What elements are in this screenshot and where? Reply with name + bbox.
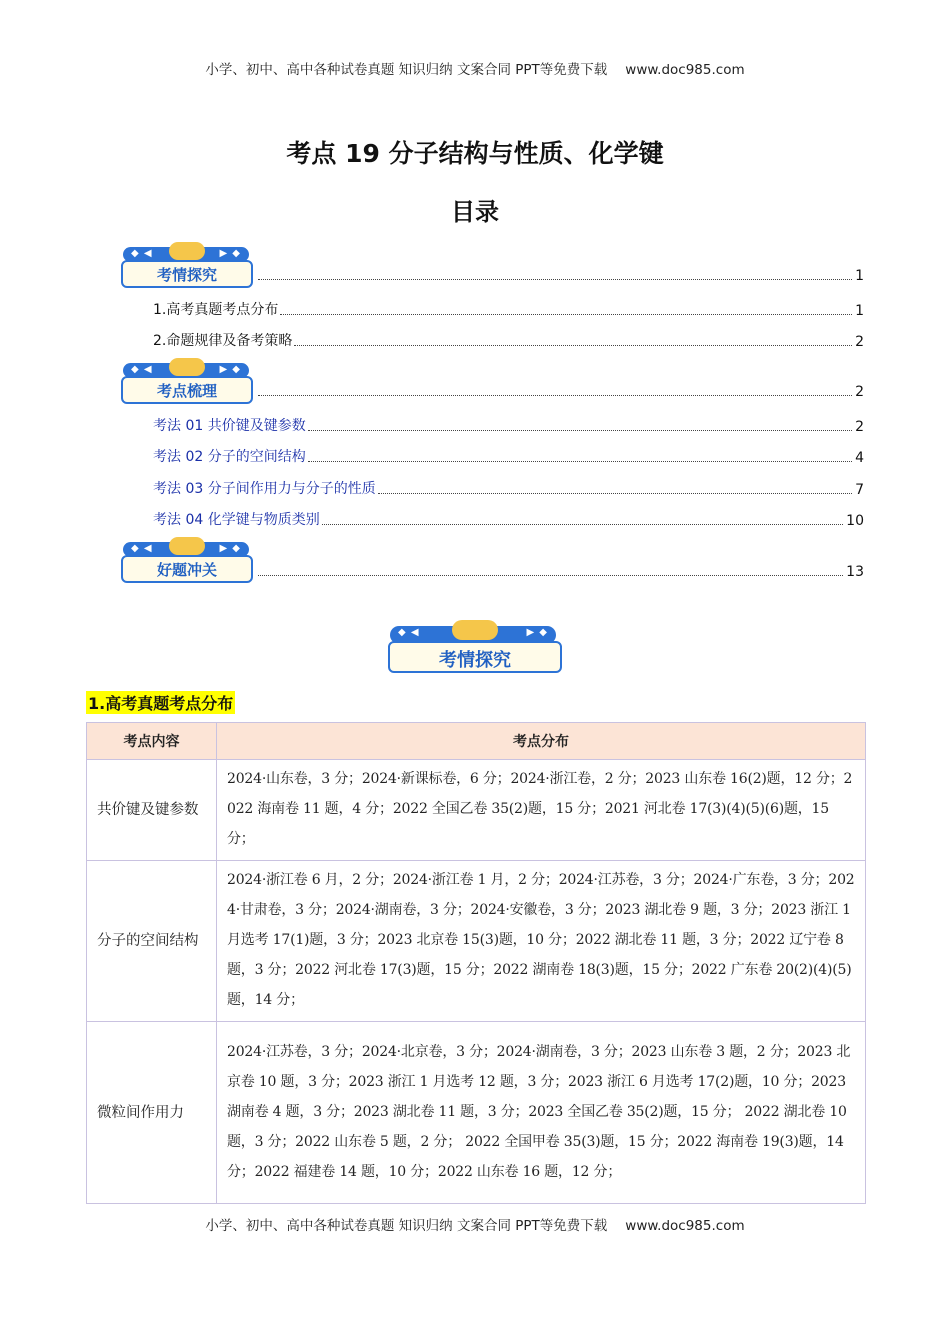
toc-banner-key-points[interactable]: ◆ ◀ ▶ ◆ 考点梳理 — [121, 363, 253, 403]
distribution-cell: 2024·浙江卷 6 月，2 分；2024·浙江卷 1 月，2 分；2024·江苏卷，3 分；2024·广东卷，3 分；2024·甘肃卷，3 分；2024·湖南卷，3 分；2024·安徽卷，3 分；2023 湖北卷 9 题，3 分；2023 浙江 1 月选考 17(1)题，3 分；2023 北京卷 15(3)题，10 分；2022 湖北卷 11 题，3 分；2022 辽宁卷 8 题，3 分；2022 河北卷 17(3)题，15 分；2022 湖南卷 18(3)题，15 分；2022 广东卷 20(2)(4)(5)题，14 分； — [217, 861, 866, 1022]
toc-page-number: 2 — [855, 384, 864, 400]
toc-entry[interactable] — [153, 478, 864, 498]
banner-label: 考点梳理 — [156, 382, 217, 400]
toc-entry[interactable] — [153, 509, 864, 529]
toc-entry[interactable] — [256, 564, 864, 580]
column-header: 考点分布 — [217, 723, 866, 760]
toc-entry[interactable] — [256, 268, 864, 284]
toc-entry-label: 2.命题规律及备考策略 — [153, 333, 293, 349]
section-banner-label: 考情探究 — [439, 650, 511, 671]
toc-banner-exam-analysis[interactable]: ◆ ◀ ▶ ◆ 考情探究 — [121, 247, 253, 287]
toc-entry[interactable] — [256, 384, 864, 400]
topic-cell: 微粒间作用力 — [87, 1022, 217, 1204]
table-row — [87, 760, 866, 861]
toc-title: 目录 — [451, 198, 499, 226]
column-header: 考点内容 — [87, 723, 217, 760]
exam-distribution-table — [86, 722, 866, 1204]
section-banner: ◆ ◀ ▶ ◆ 考情探究 — [388, 626, 562, 674]
distribution-cell: 2024·山东卷，3 分；2024·新课标卷，6 分；2024·浙江卷，2 分；2023 山东卷 16(2)题，12 分；2022 海南卷 11 题，4 分；2022 全国乙卷 35(2)题，15 分；2021 河北卷 17(3)(4)(5)(6)题，15 分； — [217, 760, 866, 861]
toc-entry[interactable] — [153, 299, 864, 319]
banner-label: 考情探究 — [156, 266, 217, 284]
topic-cell: 共价键及键参数 — [87, 760, 217, 861]
distribution-cell: 2024·江苏卷，3 分；2024·北京卷，3 分；2024·湖南卷，3 分；2023 山东卷 3 题，2 分；2023 北京卷 10 题，3 分；2023 浙江 1 月选考 12 题，3 分；2023 浙江 6 月选考 17(2)题，10 分；2023 湖南卷 4 题，3 分；2023 湖北卷 11 题，3 分；2023 全国乙卷 35(2)题，15 分； 2022 湖北卷 10 题，3 分；2022 山东卷 5 题，2 分； 2022 全国甲卷 35(3)题，15 分；2022 海南卷 19(3)题，14 分；2022 福建卷 14 题，10 分；2022 山东卷 16 题，12 分； — [217, 1022, 866, 1204]
toc-entry[interactable] — [153, 330, 864, 350]
toc-entry-label: 考法 04 化学键与物质类别 — [153, 512, 320, 528]
topic-cell: 分子的空间结构 — [87, 861, 217, 1022]
toc-entry-label: 考法 02 分子的空间结构 — [153, 449, 306, 465]
banner-label: 好题冲关 — [156, 561, 217, 579]
toc-page-number: 1 — [855, 268, 864, 284]
toc-page-number: 7 — [855, 482, 864, 498]
footer-text: 小学、初中、高中各种试卷真题 知识归纳 文案合同 PPT等免费下载 — [205, 1218, 608, 1234]
table-header-row — [87, 723, 866, 760]
table-row — [87, 1022, 866, 1204]
toc-banner-practice[interactable]: ◆ ◀ ▶ ◆ 好题冲关 — [121, 542, 253, 582]
section-heading: 1.高考真题考点分布 — [86, 691, 235, 714]
header-text: 小学、初中、高中各种试卷真题 知识归纳 文案合同 PPT等免费下载 — [205, 62, 608, 78]
toc-page-number: 2 — [855, 419, 864, 435]
toc-page-number: 13 — [846, 564, 864, 580]
header-url[interactable]: www.doc985.com — [625, 62, 745, 78]
footer-url[interactable]: www.doc985.com — [625, 1218, 745, 1234]
toc-page-number: 4 — [855, 450, 864, 466]
toc-page-number: 1 — [855, 303, 864, 319]
toc-page-number: 10 — [846, 513, 864, 529]
page-footer — [0, 1214, 950, 1234]
toc-page-number: 2 — [855, 334, 864, 350]
toc-entry[interactable] — [153, 446, 864, 466]
page-header — [0, 58, 950, 78]
document-title: 考点 19 分子结构与性质、化学键 — [286, 139, 664, 168]
table-row — [87, 861, 866, 1022]
toc-entry-label: 考法 01 共价键及键参数 — [153, 418, 306, 434]
toc-entry[interactable] — [153, 415, 864, 435]
toc-entry-label: 1.高考真题考点分布 — [153, 302, 279, 318]
toc-entry-label: 考法 03 分子间作用力与分子的性质 — [153, 481, 376, 497]
